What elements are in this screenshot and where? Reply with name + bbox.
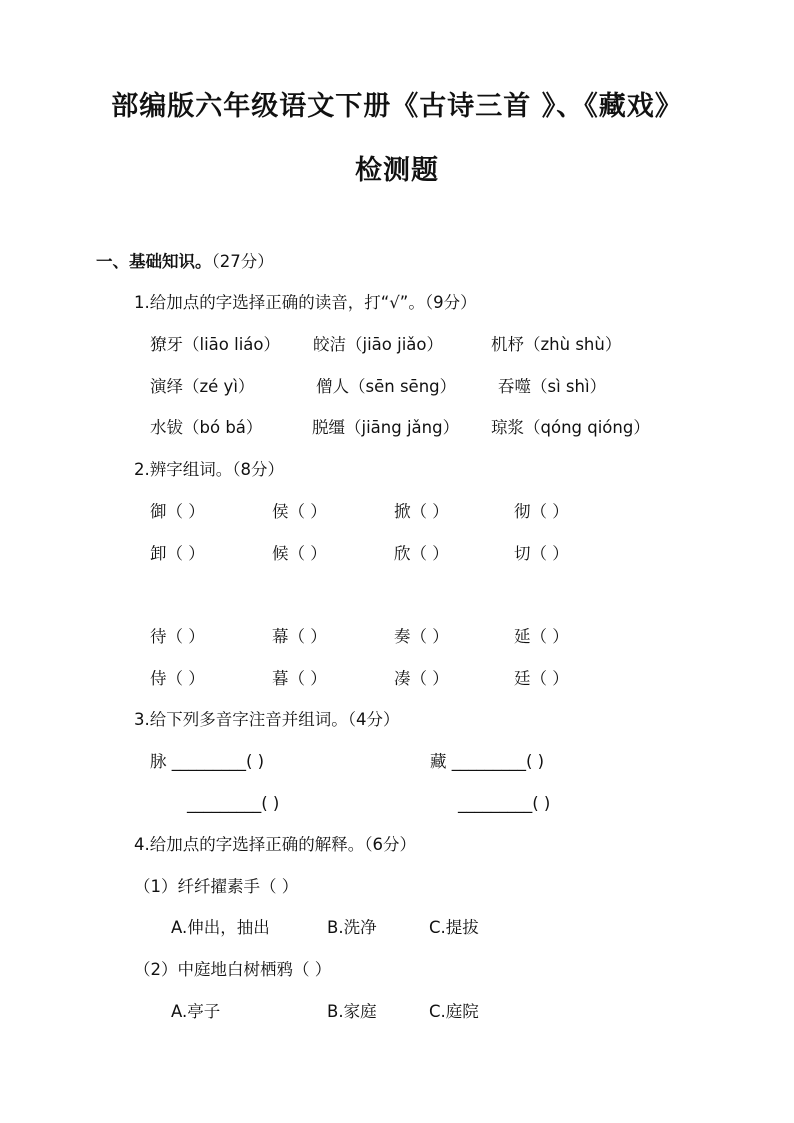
q1-row (150, 334, 710, 356)
q1-item: 皎洁（jiāo jiǎo） (313, 335, 443, 354)
q2-row (150, 626, 630, 648)
q1-item: 水钹（bó bá） (150, 418, 263, 437)
q1-item: 僧人（sēn sēng） (316, 377, 457, 396)
q1-item: 琼浆（qóng qióng） (491, 418, 650, 437)
q2-item: 凑（ ） (394, 669, 449, 688)
q2-item: 侯（ ） (272, 502, 327, 521)
q4-item-2-stem: （2）中庭地白树栖鸦（ ） (134, 960, 332, 979)
q3-item: _________( ) (458, 794, 551, 813)
q2-item: 候（ ） (272, 544, 327, 563)
q3-item: 藏 _________( ) (430, 752, 545, 771)
q2-item: 暮（ ） (272, 669, 327, 688)
q2-item: 奏（ ） (394, 627, 449, 646)
q2-item: 卸（ ） (150, 544, 205, 563)
q2-item: 欣（ ） (394, 544, 449, 563)
q1-row (150, 417, 710, 439)
option-a: A.亭子 (171, 1002, 221, 1021)
option-a: A.伸出，抽出 (171, 918, 270, 937)
option-c: C.提拔 (429, 918, 479, 937)
section-score: （27分） (211, 252, 274, 271)
q2-item: 御（ ） (150, 502, 205, 521)
section-title: 一、基础知识。 (96, 252, 212, 271)
option-c: C.庭院 (429, 1002, 479, 1021)
q4-item-1-stem: （1）纤纤擢素手（ ） (134, 877, 299, 896)
q2-item: 幕（ ） (272, 627, 327, 646)
option-b: B.洗净 (327, 918, 377, 937)
q2-item: 掀（ ） (394, 502, 449, 521)
q1-item: 吞噬（sì shì） (498, 377, 607, 396)
question-4-label: 4.给加点的字选择正确的解释。（6分） (134, 835, 416, 854)
q3-item: 脉 _________( ) (150, 752, 265, 771)
q2-item: 侍（ ） (150, 669, 205, 688)
question-3-label: 3.给下列多音字注音并组词。（4分） (134, 710, 400, 729)
q2-item: 切（ ） (514, 544, 569, 563)
page-subtitle: 检测题 (355, 155, 439, 186)
q2-row (150, 543, 630, 565)
q1-item: 机杼（zhù shù） (491, 335, 622, 354)
option-b: B.家庭 (327, 1002, 377, 1021)
q2-row (150, 668, 630, 690)
q2-item: 彻（ ） (514, 502, 569, 521)
q4-item-2-options (171, 1001, 571, 1023)
q2-item: 廷（ ） (514, 669, 569, 688)
q1-item: 脱缰（jiāng jǎng） (312, 418, 460, 437)
q2-item: 延（ ） (514, 627, 569, 646)
question-2-label: 2.辨字组词。（8分） (134, 460, 284, 479)
q1-item: 獠牙（liāo liáo） (150, 335, 280, 354)
q3-item: _________( ) (187, 794, 280, 813)
q4-item-1-options (171, 917, 571, 939)
section-heading (96, 251, 274, 273)
q2-row (150, 501, 630, 523)
q2-item: 待（ ） (150, 627, 205, 646)
q3-row (187, 793, 647, 815)
q1-row (150, 376, 710, 398)
page-title: 部编版六年级语文下册《古诗三首 》、《藏戏》 (111, 91, 683, 122)
question-1-label: 1.给加点的字选择正确的读音，打“√”。（9分） (134, 293, 477, 312)
q1-item: 演绎（zé yì） (150, 377, 255, 396)
q3-row (150, 751, 650, 773)
